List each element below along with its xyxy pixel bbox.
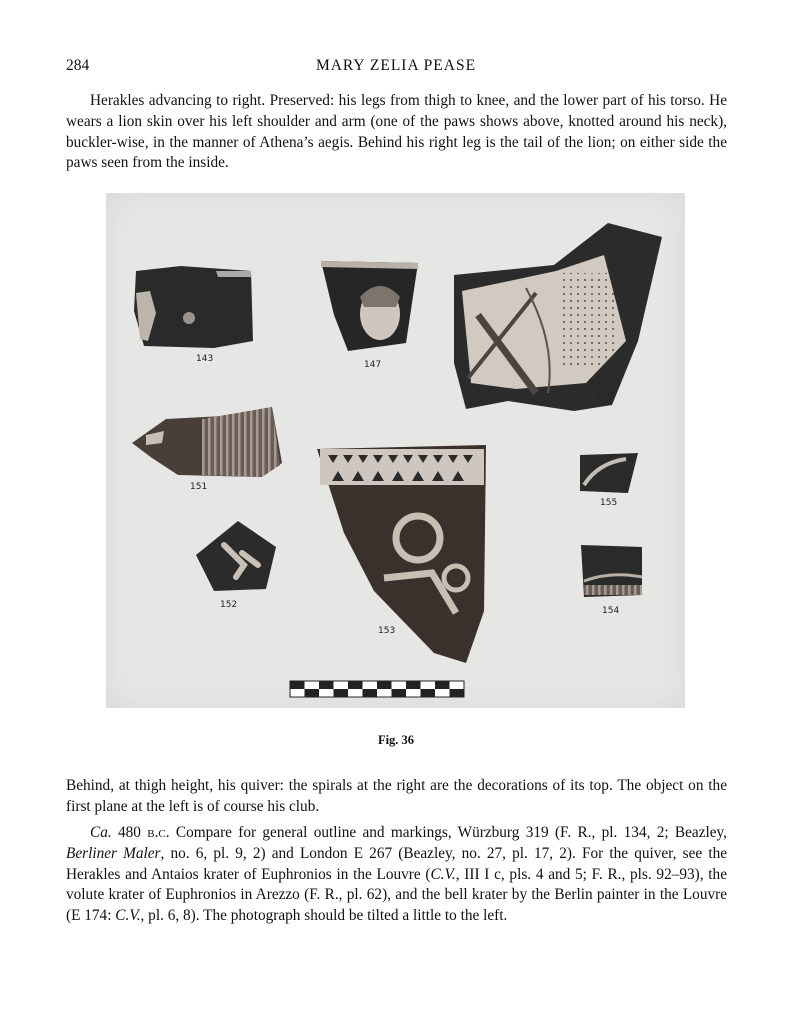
circa-abbrev: Ca. [90, 824, 112, 841]
date-year: 480 [111, 824, 148, 841]
label-154: 154 [602, 606, 620, 616]
work-title-berliner-maler: Berliner Maler [66, 844, 161, 862]
figure-caption: Fig. 36 [377, 733, 415, 747]
label-147: 147 [364, 360, 382, 370]
text-run: Compare for general outline and markings, Würzburg 319 (F. R., pl. 134, 2; Beazley, [169, 824, 728, 841]
fragment-155 [580, 453, 638, 493]
body-paragraph-2 [66, 823, 727, 927]
text-run: , pl. 6, 8). The photograph should be tilted a little to the left. [140, 907, 508, 925]
abbrev-cv: C.V. [115, 907, 141, 925]
fragment-151 [132, 407, 282, 477]
label-152: 152 [220, 600, 238, 610]
intro-paragraph: Herakles advancing to right. Preserved: his legs from thigh to knee, and the lower part of his torso. He wears a lion skin over his left shoulder and arm (one of the paws shows above, knotted around his neck), buckler-wise, in the manner of Athena’s aegis. Behind his right leg is the tail of the lion; on either side the paws seen from the inside. [66, 92, 727, 172]
fragment-150 [454, 223, 662, 411]
text-run: , no. 6, pl. 9, 2) and London E 267 (Beazley, no. 27, pl. 17, 2). For the quiver, see the Herakles and Antaios krater of Euphronios in the Louvre ( [66, 844, 728, 883]
body-paragraph-1: Behind, at thigh height, his quiver: the spirals at the right are the decorations of its top. The object on the first plane at the left is of course his club. [66, 777, 727, 815]
running-head: MARY ZELIA PEASE [315, 57, 477, 74]
text-run: , III I c, pls. 4 and 5; F. R., pls. 92–93), the volute krater of Euphronios in Arezzo (F. R., pl. 62), and the bell krater by the Berlin painter in the Louvre (E 174: [66, 865, 727, 925]
page-number: 284 [66, 57, 90, 74]
figure-photograph [106, 193, 685, 708]
fragment-147 [321, 261, 418, 351]
label-153: 153 [378, 626, 396, 636]
abbrev-cv: C.V. [430, 865, 456, 883]
scale-bar [290, 681, 464, 697]
fragment-152 [196, 521, 276, 591]
fragment-154 [581, 545, 642, 597]
label-155: 155 [600, 498, 618, 508]
label-150: 150 [596, 390, 614, 400]
label-143: 143 [196, 354, 214, 364]
label-151: 151 [190, 482, 208, 492]
era-bc: b.c. [147, 824, 170, 841]
fragment-153 [317, 445, 486, 663]
fragment-143 [134, 266, 253, 348]
